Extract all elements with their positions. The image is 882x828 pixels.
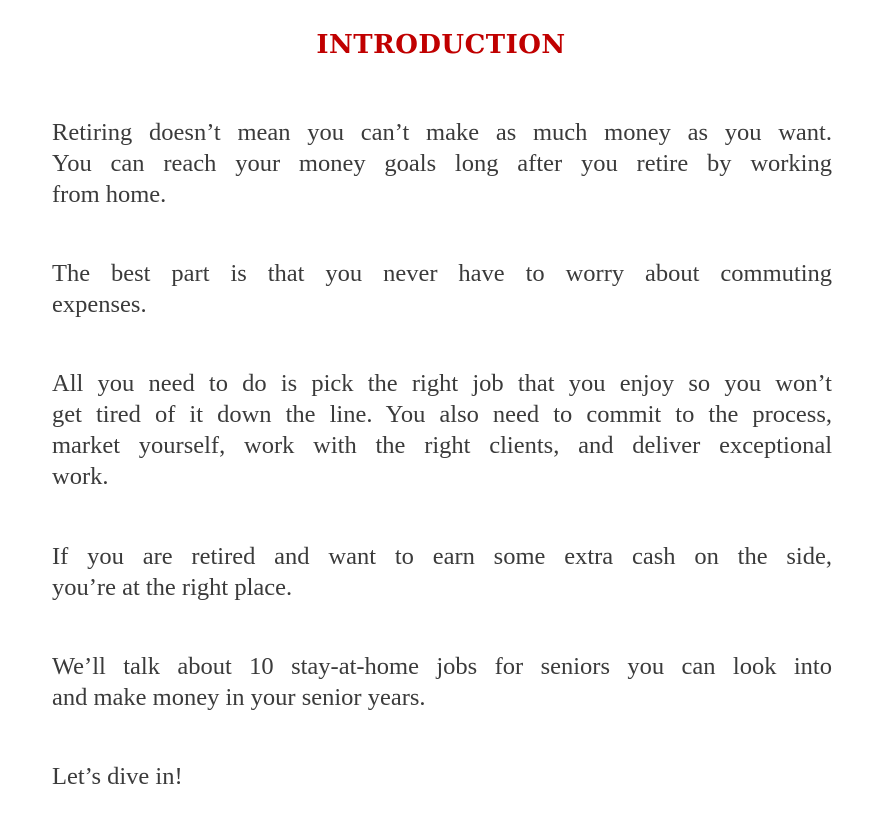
paragraph-commuting: [52, 258, 832, 320]
paragraph-line: you’re at the right place.: [52, 574, 293, 601]
paragraph-line: market yourself, work with the right clients, and deliver exceptional: [52, 432, 832, 459]
paragraph-line: work.: [52, 463, 109, 490]
paragraph-line: The best part is that you never have to worry about commuting: [52, 260, 832, 287]
paragraph-line: Retiring doesn’t mean you can’t make as much money as you want.: [52, 119, 832, 146]
paragraph-right-job: [52, 368, 832, 492]
paragraph-line: All you need to do is pick the right job that you enjoy so you won’t: [52, 370, 832, 397]
paragraph-line: Let’s dive in!: [52, 763, 183, 790]
paragraph-line: expenses.: [52, 291, 147, 318]
paragraph-line: get tired of it down the line. You also need to commit to the process,: [52, 401, 832, 428]
paragraph-extra-cash: [52, 541, 832, 603]
paragraph-retiring: [52, 117, 832, 210]
paragraph-line: and make money in your senior years.: [52, 684, 426, 711]
paragraph-line: We’ll talk about 10 stay-at-home jobs for seniors you can look into: [52, 653, 832, 680]
paragraph-line: You can reach your money goals long after you retire by working: [52, 150, 832, 177]
paragraph-line: If you are retired and want to earn some extra cash on the side,: [52, 543, 832, 570]
paragraph-dive-in: [52, 761, 832, 792]
page-title: INTRODUCTION: [316, 30, 566, 60]
paragraph-line: from home.: [52, 181, 167, 208]
paragraph-ten-jobs: [52, 651, 832, 713]
